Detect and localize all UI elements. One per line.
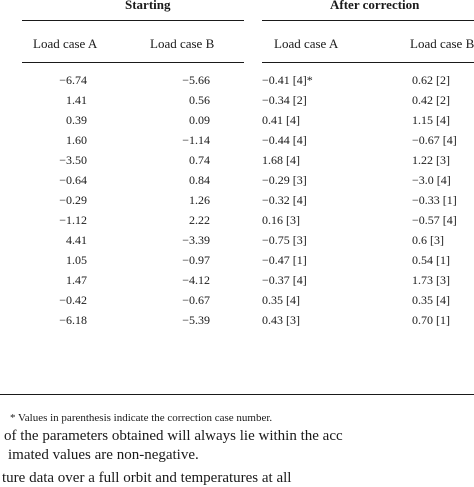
cell-start-a: −6.74	[59, 73, 87, 87]
cell-start-a: −0.64	[59, 173, 87, 187]
header-rule-after	[262, 62, 474, 63]
cell-start-a: −0.42	[59, 293, 87, 307]
cell-after-b: −3.0 [4]	[412, 173, 451, 187]
group-header-after-correction: After correction	[330, 0, 420, 12]
cell-after-b: −0.67 [4]	[412, 133, 457, 147]
cell-after-a: −0.47 [1]	[262, 253, 307, 267]
cell-start-a: −3.50	[59, 153, 87, 167]
group-header-starting: Starting	[125, 0, 171, 12]
cell-start-b: 2.22	[189, 213, 210, 227]
table-bottom-rule	[0, 394, 474, 395]
cell-start-a: 4.41	[66, 233, 87, 247]
cell-start-a: −1.12	[59, 213, 87, 227]
cell-after-a: −0.41 [4]*	[262, 73, 313, 87]
cell-after-a: 1.68 [4]	[262, 153, 300, 167]
cell-start-b: 0.09	[189, 113, 210, 127]
cell-after-a: −0.32 [4]	[262, 193, 307, 207]
cell-after-a: −0.44 [4]	[262, 133, 307, 147]
paragraph-line-3: ture data over a full orbit and temperatures at all	[2, 470, 292, 486]
cell-start-b: 1.26	[189, 193, 210, 207]
cell-after-a: 0.16 [3]	[262, 213, 300, 227]
paragraph-line-1: of the parameters obtained will always lie within the acc	[4, 428, 343, 444]
table-footnote: * Values in parenthesis indicate the correction case number.	[10, 412, 273, 424]
cell-after-b: 0.6 [3]	[412, 233, 444, 247]
cell-start-a: 1.41	[66, 93, 87, 107]
cell-start-b: −5.66	[182, 73, 210, 87]
cell-after-a: −0.34 [2]	[262, 93, 307, 107]
cell-after-b: 0.70 [1]	[412, 313, 450, 327]
col-header-after-a: Load case A	[274, 36, 339, 51]
col-header-start-b: Load case B	[150, 36, 215, 51]
cell-start-b: −3.39	[182, 233, 210, 247]
cell-after-a: 0.41 [4]	[262, 113, 300, 127]
col-header-start-a: Load case A	[33, 36, 98, 51]
cell-start-b: −0.97	[182, 253, 210, 267]
cell-after-a: −0.37 [4]	[262, 273, 307, 287]
cell-after-b: 1.22 [3]	[412, 153, 450, 167]
cell-start-a: 0.39	[66, 113, 87, 127]
cell-start-b: −1.14	[182, 133, 210, 147]
group-rule-after	[262, 20, 474, 21]
paragraph-line-2: imated values are non-negative.	[8, 447, 199, 463]
cell-after-b: 0.35 [4]	[412, 293, 450, 307]
cell-after-a: 0.35 [4]	[262, 293, 300, 307]
cell-start-a: 1.05	[66, 253, 87, 267]
cell-after-a: −0.29 [3]	[262, 173, 307, 187]
cell-start-a: 1.47	[66, 273, 87, 287]
cell-start-a: −6.18	[59, 313, 87, 327]
cell-after-b: −0.33 [1]	[412, 193, 457, 207]
cell-after-b: 0.54 [1]	[412, 253, 450, 267]
cell-start-a: −0.29	[59, 193, 87, 207]
col-header-after-b: Load case B	[410, 36, 474, 51]
cell-start-b: 0.84	[189, 173, 210, 187]
cell-start-b: −5.39	[182, 313, 210, 327]
cell-after-b: 1.15 [4]	[412, 113, 450, 127]
cell-start-b: −0.67	[182, 293, 210, 307]
header-rule-starting	[22, 62, 244, 63]
cell-start-b: −4.12	[182, 273, 210, 287]
cell-start-a: 1.60	[66, 133, 87, 147]
cell-after-b: 0.62 [2]	[412, 73, 450, 87]
cell-after-b: 1.73 [3]	[412, 273, 450, 287]
group-rule-starting	[22, 20, 244, 21]
cell-after-a: 0.43 [3]	[262, 313, 300, 327]
cell-after-b: −0.57 [4]	[412, 213, 457, 227]
cell-after-a: −0.75 [3]	[262, 233, 307, 247]
cell-after-b: 0.42 [2]	[412, 93, 450, 107]
cell-start-b: 0.74	[189, 153, 210, 167]
cell-start-b: 0.56	[189, 93, 210, 107]
